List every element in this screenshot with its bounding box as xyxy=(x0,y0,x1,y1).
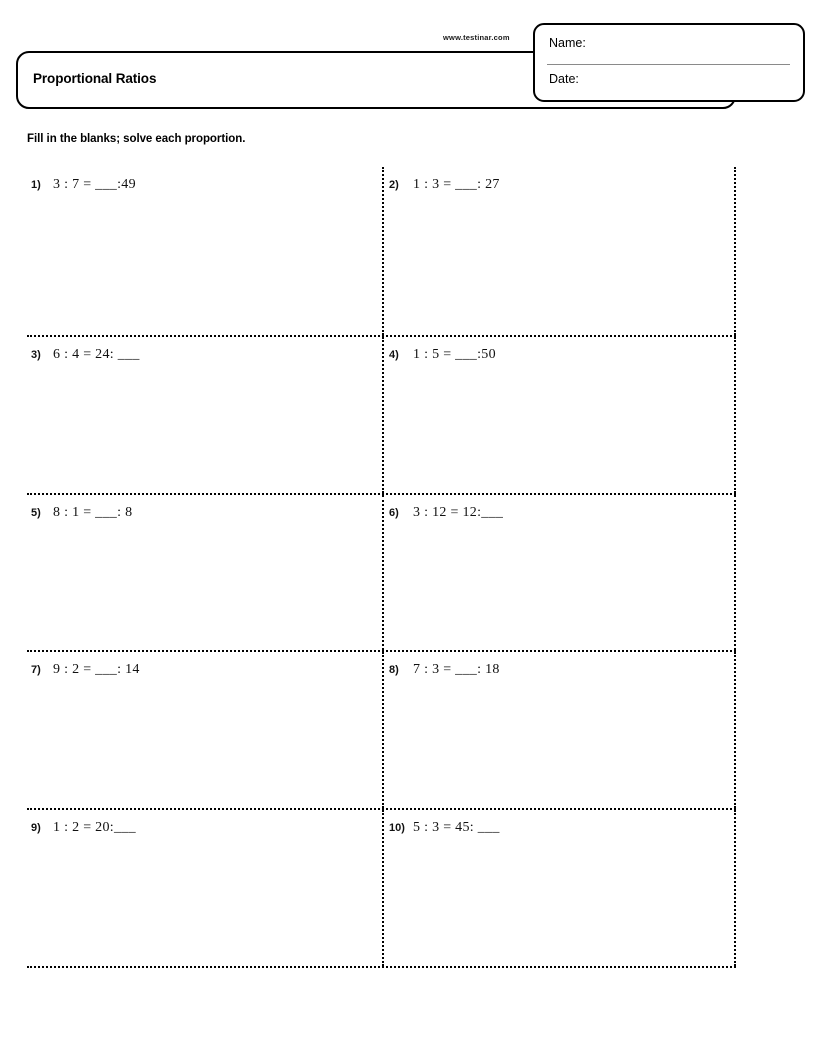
problem-number: 4) xyxy=(389,349,399,361)
problem-number: 8) xyxy=(389,664,399,676)
problem-row xyxy=(27,335,736,493)
problem-cell[interactable] xyxy=(382,495,736,650)
problem-cell[interactable] xyxy=(382,167,736,335)
problem-row xyxy=(27,650,736,808)
problem-cell[interactable] xyxy=(27,167,382,335)
problem-expression: 1 : 3 = ___: 27 xyxy=(413,177,500,192)
problem-row xyxy=(27,493,736,650)
problem-expression: 8 : 1 = ___: 8 xyxy=(53,505,133,520)
date-label: Date: xyxy=(549,72,579,86)
page-title: Proportional Ratios xyxy=(33,71,157,86)
problem-item xyxy=(27,347,382,363)
problem-number: 7) xyxy=(31,664,41,676)
problem-number: 6) xyxy=(389,507,399,519)
problem-cell[interactable] xyxy=(27,495,382,650)
problem-item xyxy=(389,820,734,836)
problem-item xyxy=(389,177,734,193)
problem-cell[interactable] xyxy=(27,652,382,808)
instruction-text: Fill in the blanks; solve each proportion. xyxy=(27,133,246,145)
problem-item xyxy=(27,662,382,678)
problem-item xyxy=(389,662,734,678)
problem-expression: 5 : 3 = 45: ___ xyxy=(413,820,500,835)
site-url-watermark: www.testinar.com xyxy=(443,33,510,42)
name-label: Name: xyxy=(549,36,586,50)
problem-item xyxy=(389,505,734,521)
problem-number: 3) xyxy=(31,349,41,361)
problem-item xyxy=(27,820,382,836)
problem-expression: 6 : 4 = 24: ___ xyxy=(53,347,140,362)
problem-expression: 1 : 5 = ___:50 xyxy=(413,347,496,362)
problem-number: 9) xyxy=(31,822,41,834)
problem-number: 1) xyxy=(31,179,41,191)
name-field-rule[interactable] xyxy=(547,64,790,65)
problem-number: 5) xyxy=(31,507,41,519)
problem-row xyxy=(27,167,736,335)
problem-grid xyxy=(27,167,736,968)
problem-item xyxy=(27,177,382,193)
problem-expression: 7 : 3 = ___: 18 xyxy=(413,662,500,677)
problem-cell[interactable] xyxy=(382,652,736,808)
problem-expression: 1 : 2 = 20:___ xyxy=(53,820,136,835)
problem-row xyxy=(27,808,736,968)
problem-expression: 3 : 12 = 12:___ xyxy=(413,505,504,520)
problem-expression: 9 : 2 = ___: 14 xyxy=(53,662,140,677)
problem-cell[interactable] xyxy=(27,337,382,493)
problem-item xyxy=(389,347,734,363)
problem-cell[interactable] xyxy=(382,337,736,493)
problem-cell[interactable] xyxy=(27,810,382,966)
problem-expression: 3 : 7 = ___:49 xyxy=(53,177,136,192)
worksheet-header xyxy=(0,0,816,120)
name-date-box xyxy=(533,23,805,102)
problem-number: 10) xyxy=(389,822,405,834)
problem-cell[interactable] xyxy=(382,810,736,966)
problem-item xyxy=(27,505,382,521)
problem-number: 2) xyxy=(389,179,399,191)
